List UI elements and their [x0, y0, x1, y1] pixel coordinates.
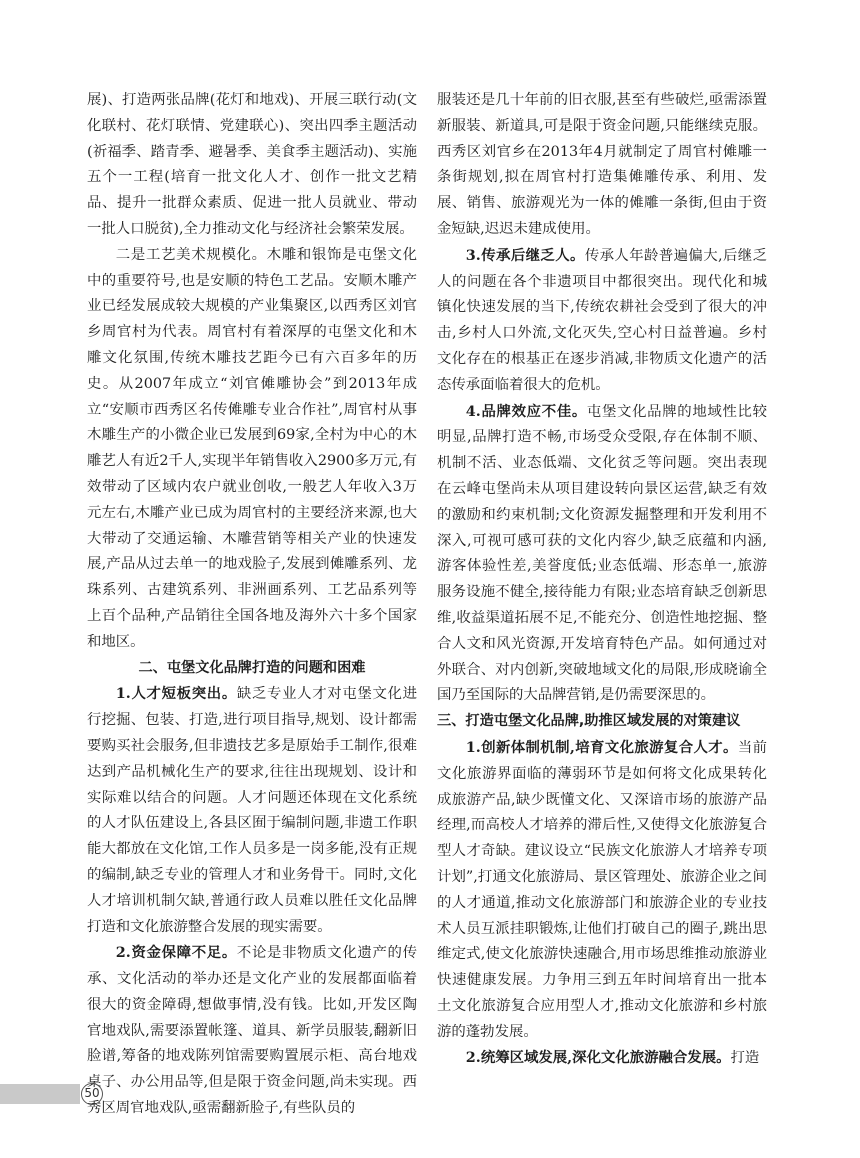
paragraph-body: 传承人年龄普遍偏大,后继乏人的问题在各个非遗项目中都很突出。现代化和城镇化快速发展的当下,传统农耕社会受到了很大的冲击,乡村人口外流,文化灭失,空心村日益普遍。乡村文化存在的根基正在逐步消减,非物质文化遗产的活态传承面临着很大的危机。: [437, 247, 767, 393]
subheading-regional: 2.统筹区域发展,深化文化旅游融合发展。: [465, 1049, 731, 1067]
subheading-brand: 4.品牌效应不佳。: [465, 402, 587, 420]
right-paragraph-4: [437, 735, 767, 1046]
section-heading-2: 二、屯堡文化品牌打造的问题和困难: [138, 659, 366, 676]
subheading-inheritance: 3.传承后继乏人。: [465, 246, 585, 264]
page-number: 50: [81, 1083, 103, 1105]
paragraph-body: 不论是非物质文化遗产的传承、文化活动的举办还是文化产业的发展都面临着很大的资金障碍,想做事情,没有钱。比如,开发区陶官地戏队,需要添置帐篷、道具、新学员服装,翻新旧脸谱,筹备的地戏陈列馆需要购置展示柜、高台地戏桌子、办公用品等,但是限于资金问题,尚未实现。西秀区周官地戏队,亟需翻新脸子,有些队员的: [87, 945, 417, 1117]
subheading-funding: 2.资金保障不足。: [115, 944, 237, 962]
left-paragraph-4: [87, 940, 417, 1122]
footer-bar: [0, 1084, 80, 1104]
left-column: [87, 88, 417, 1122]
paragraph-body: 打造: [730, 1050, 760, 1067]
right-paragraph-1: 服装还是几十年前的旧衣服,甚至有些破烂,亟需添置新服装、新道具,可是限于资金问题,只能继续克服。西秀区刘官乡在2013年4月就制定了周官村傩雕一条街规划,拟在周官村打造集傩雕传承、利用、发展、销售、旅游观光为一体的傩雕一条街,但由于资金短缺,迟迟未建成使用。: [437, 92, 767, 237]
right-paragraph-5: [437, 1045, 767, 1072]
right-column: [437, 88, 767, 1072]
right-paragraph-3: [437, 399, 767, 710]
subheading-innovation: 1.创新体制机制,培育文化旅游复合人才。: [465, 738, 738, 756]
left-paragraph-3: [87, 681, 417, 940]
right-paragraph-2: [437, 243, 767, 399]
left-paragraph-2: 二是工艺美术规模化。木雕和银饰是屯堡文化中的重要符号,也是安顺的特色工艺品。安顺木雕产业已经发展成较大规模的产业集聚区,以西秀区刘官乡周官村为代表。周官村有着深厚的屯堡文化和木雕文化氛围,传统木雕技艺距今已有六百多年的历史。从2007年成立“刘官傩雕协会”到2013年成立“安顺市西秀区名传傩雕专业合作社”,周官村从事木雕生产的小微企业已发展到69家,全村为中心的木雕艺人有近2千人,实现半年销售收入2900多万元,有效带动了区域内农户就业创收,一般艺人年收入3万元左右,木雕产业已成为周官村的主要经济来源,也大大带动了交通运输、木雕营销等相关产业的快速发展,产品从过去单一的地戏脸子,发展到傩雕系列、龙珠系列、古建筑系列、非洲画系列、工艺品系列等上百个品种,产品销往全国各地及海外六十多个国家和地区。: [87, 246, 417, 650]
section-heading-3: 三、打造屯堡文化品牌,助推区域发展的对策建议: [437, 713, 741, 730]
paragraph-body: 缺乏专业人才对屯堡文化进行挖掘、包装、打造,进行项目指导,规划、设计都需要购买社会服务,但非遗技艺多是原始手工制作,很难达到产品机械化生产的要求,往往出现规划、设计和实际难以结合的问题。人才问题还体现在文化系统的人才队伍建设上,各县区囿于编制问题,非遗工作职能大都放在文化馆,工作人员多是一岗多能,没有正规的编制,缺乏专业的管理人才和业务骨干。同时,文化人才培训机制欠缺,普通行政人员难以胜任文化品牌打造和文化旅游整合发展的现实需要。: [87, 686, 417, 935]
subheading-talent: 1.人才短板突出。: [115, 685, 237, 703]
paragraph-body: 屯堡文化品牌的地域性比较明显,品牌打造不畅,市场受众受限,存在体制不顺、机制不活、业态低端、文化贫乏等问题。突出表现在云峰屯堡尚未从项目建设转向景区运营,缺乏有效的激励和约束机制;文化资源发掘整理和开发利用不深入,可视可感可获的文化内容少,缺乏底蕴和内涵,游客体验性差,美誉度低;业态低端、形态单一,旅游服务设施不健全,接待能力有限;业态培育缺乏创新思维,收益渠道拓展不足,不能充分、创造性地挖掘、整合人文和风光资源,开发培育特色产品。如何通过对外联合、对内创新,突破地域文化的局限,形成晓谕全国乃至国际的大品牌营销,是仍需要深思的。: [437, 403, 767, 704]
left-paragraph-1: 展)、打造两张品牌(花灯和地戏)、开展三联行动(文化联村、花灯联情、党建联心)、突出四季主题活动(祈福季、踏青季、避暑季、美食季主题活动)、实施五个一工程(培育一批文化人才、创作一批文艺精品、提升一批群众素质、促进一批人员就业、带动一批人口脱贫),全力推动文化与经济社会繁荣发展。: [87, 92, 417, 237]
paragraph-body: 当前文化旅游界面临的薄弱环节是如何将文化成果转化成旅游产品,缺少既懂文化、又深谙市场的旅游产品经理,而高校人才培养的滞后性,又使得文化旅游复合型人才奇缺。建议设立“民族文化旅游人才培养专项计划”,打通文化旅游局、景区管理处、旅游企业之间的人才通道,推动文化旅游部门和旅游企业的专业技术人员互派挂职锻炼,让他们打破自己的圈子,跳出思维定式,使文化旅游快速融合,用市场思维推动旅游业快速健康发展。力争用三到五年时间培育出一批本土文化旅游复合应用型人才,推动文化旅游和乡村旅游的蓬勃发展。: [437, 739, 767, 1040]
